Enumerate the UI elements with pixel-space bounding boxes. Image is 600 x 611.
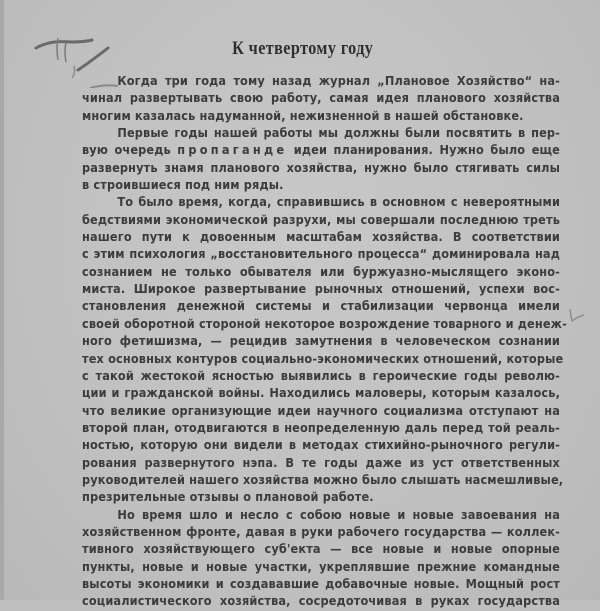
text-line: руководителей нашего хозяйства можно было слышать насмешливые, [82,472,564,487]
text-line: высоты экономики и создававшие добавочные новые. Мощный рост [82,576,561,591]
text-line: миста. Широкое развертывание рыночных отношений, успехи вос- [82,282,561,297]
text-line: с такой жестокой ясностью выявились в героические годы револю- [82,368,561,383]
text-line: тивного хозяйствующего суб'екта — все новые и новые опорные [82,542,561,557]
page-binding-edge [0,0,4,600]
text-line: бедствиями экономической разрухи, мы совершали последнюю треть [82,212,561,227]
text-line: что великие организующие идеи научного социализма отступают на [82,403,561,418]
text-line: Когда три года тому назад журнал „Плановое Хозяйство“ на- [117,74,561,88]
text-line: тех основных контуров социально-экономических отношений, которые [82,351,564,366]
text-line: многим казалась надуманной, нежизненной в нашей обстановке. [82,108,524,123]
text-line: с этим психология „восстановительного процесса“ доминировала над [82,247,561,262]
pencil-checkmark-icon [568,305,586,325]
text-line: ции и гражданской войны. Находились маловеры, которым казалось, [82,386,561,401]
text-line: нашего пути к довоенным масштабам хозяйства. В соответствии [82,230,561,245]
text-line: развернуть знамя планового хозяйства, нужно было стягивать силы [82,160,561,175]
article-title: К четвертому году [232,38,374,59]
text-line: становления денежной системы и стабилизации червонца имели [82,299,561,314]
text-fragment: идеи планирования. Нужно было еще [293,143,561,158]
text-line: ного фетишизма, — рецидив замутнения в человеческом сознании [82,334,561,349]
emphasized-word: пропаганде [177,143,288,158]
text-line: чинал развертывать свою работу, самая идея планового хозяйства [82,91,561,106]
text-line: второй план, отодвигаются в неопределенную даль перед той реаль- [82,420,561,435]
text-line: То было время, когда, справившись в основном с невероятными [117,195,561,210]
text-line: сознанием не только обывателя или буржуазно-мыслящего эконо- [82,264,561,279]
article-body [82,73,567,611]
text-line: пункты, новые и новые участки, укреплявшие прежние командные [82,559,561,574]
text-line: ностью, которую они видели в методах стихийно-рыночного регули- [82,438,561,453]
text-line: рования развернутого нэпа. В те годы даже из уст ответственных [82,455,561,470]
text-line [82,142,560,159]
text-line: своей оборотной стороной некоторое возрождение товарного и денеж- [82,316,567,331]
text-line: Первые годы нашей работы мы должны были посвятить в пер- [117,126,561,141]
text-fragment: вую очередь [82,143,171,158]
text-line: социалистического хозяйства, сосредоточивая в руках государства [82,594,561,609]
text-line: презрительные отзывы о плановой работе. [82,490,374,505]
text-line: в строившиеся под ним ряды. [82,178,284,193]
text-line: Но время шло и несло с собою новые и новые завоевания на [117,507,561,522]
text-line: хозяйственном фронте, давая в руки рабочего государства — коллек- [82,524,561,539]
